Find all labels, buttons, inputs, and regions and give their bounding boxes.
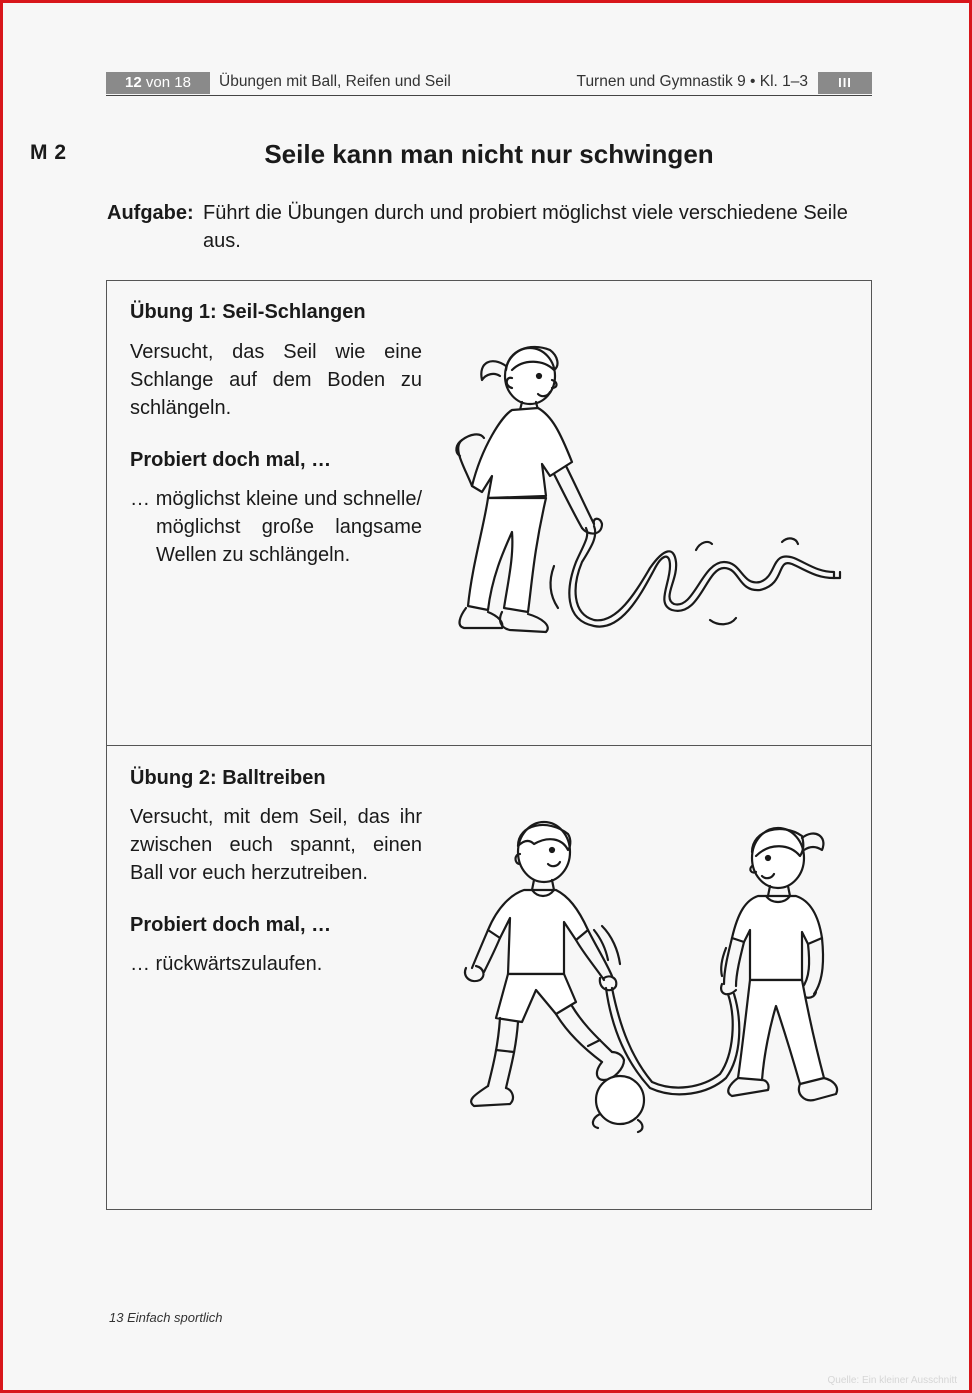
exercise-1-try-label: Probiert doch mal, …: [130, 449, 332, 471]
header-bar: [106, 72, 872, 96]
page-current: 12: [125, 74, 142, 91]
page-title: Seile kann man nicht nur schwingen: [264, 139, 714, 169]
material-label: M 2: [30, 141, 67, 164]
girl-rope-snake-illustration: [442, 336, 842, 646]
footer-source: 13 Einfach sportlich: [109, 1310, 223, 1325]
header-series: Turnen und Gymnastik 9 • Kl. 1–3: [576, 73, 808, 90]
exercise-1-title: Übung 1: Seil-Schlangen: [130, 301, 366, 323]
exercise-box-2: [106, 745, 872, 1210]
exercise-2-title: Übung 2: Balltreiben: [130, 767, 326, 789]
watermark-text: Quelle: Ein kleiner Ausschnitt: [827, 1375, 957, 1386]
task-label: Aufgabe:: [107, 202, 194, 224]
children-ball-rope-illustration: [452, 818, 852, 1138]
exercise-1-text: Versucht, das Seil wie eine Schlange auf dem Boden zu schlängeln.: [130, 341, 422, 419]
task-block: [107, 199, 877, 255]
exercise-2-text: Versucht, mit dem Seil, das ihr zwischen euch spannt, einen Ball vor euch herzutreiben.: [130, 806, 422, 884]
task-text: Führt die Übungen durch und probiert möglichst viele verschiedene Seile aus.: [203, 202, 848, 252]
page-of: von 18: [145, 74, 191, 91]
exercise-2-try-label: Probiert doch mal, …: [130, 914, 332, 936]
exercise-box-1: [106, 280, 872, 746]
page-counter: [106, 72, 210, 94]
exercise-2-try-text: … rückwärtszulaufen.: [130, 953, 323, 975]
exercise-1-try-text: … möglichst kleine und schnelle/ möglichst große langsame Wellen zu schlängeln.: [130, 488, 422, 566]
header-topic: Übungen mit Ball, Reifen und Seil: [219, 73, 451, 90]
level-badge: III: [818, 72, 872, 94]
